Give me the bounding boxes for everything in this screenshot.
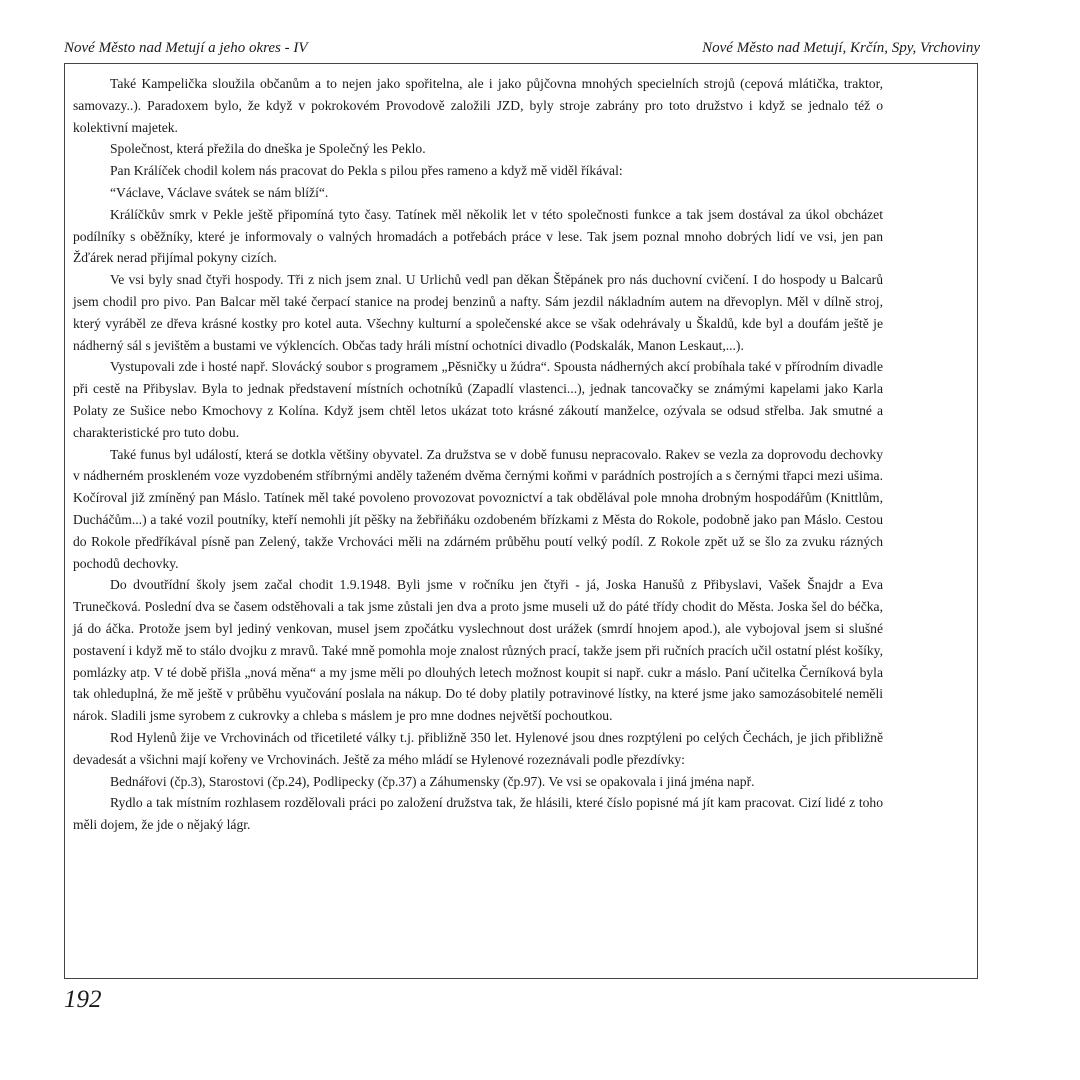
paragraph: Rod Hylenů žije ve Vrchovinách od třicetileté války t.j. přibližně 350 let. Hylenové jsou dnes rozptýleni po celých Čechách, je jich přibližně devadesát a všichni mají kořeny ve Vrchovinách. Ještě za mého mládí se Hylenové rozeznávali podle přezdívky: xyxy=(73,729,883,767)
paragraph: “Václave, Václave svátek se nám blíží“. xyxy=(110,184,329,200)
header-chapter-title: Nové Město nad Metují, Krčín, Spy, Vrchoviny xyxy=(702,40,980,56)
paragraph: Rydlo a tak místním rozhlasem rozdělovali práci po založení družstva tak, že hlásili, které číslo popisné má jít kam pracovat. Cizí lidé z toho měli dojem, že jde o nějaký lágr. xyxy=(73,795,883,833)
text-frame xyxy=(64,63,978,979)
body-text xyxy=(73,73,883,836)
paragraph: Do dvoutřídní školy jsem začal chodit 1.9.1948. Byli jsme v ročníku jen čtyři - já, Joska Hanušů z Přibyslavi, Vašek Šnajdr a Eva Trunečková. Poslední dva se časem odstěhovali a tak jsme zůstali jen dva a proto jsme museli už do páté třídy chodit do Města. Joska šel do béčka, já do áčka. Protože jsem byl jediný venkovan, musel jsem zpočátku vyslechnout dost urážek (smrdí hnojem apod.), ale vybojoval jsem si slušné postavení i když mě to stálo dvojku z mravů. Také mně pomohla moje znalost různých prací, takže jsem při ručních pracích učil ostatní plést košíky, pomlázky atp. V té době přišla „nová měna“ a my jsme měli po dlouhých letech možnost koupit si např. cukr a máslo. Paní učitelka Černíková byla tak ohleduplná, že mě ještě v průběhu vyučování poslala na nákup. Do té doby platily potravinové lístky, na které jsme jako samozásobitelé neměli nárok. Sladili jsme syrobem z cukrovky a chleba s máslem je pro mne dodnes největší pochoutkou. xyxy=(73,577,883,724)
paragraph: Ve vsi byly snad čtyři hospody. Tři z nich jsem znal. U Urlichů vedl pan děkan Štěpánek pro nás duchovní cvičení. I do hospody u Balcarů jsem chodil pro pivo. Pan Balcar měl také čerpací stanice na prodej benzinů a nafty. Sám jezdil nákladním autem na dřevoplyn. Měl v dílně stroj, který vyráběl ze dřeva krásné kostky pro kotel auta. Všechny kulturní a společenské akce se však odehrávaly u Škaldů, kde byl a doufám ještě je nádherný sál s jevištěm a bustami ve výklencích. Občas tady hráli místní ochotníci divadlo (Podskalák, Manon Leskaut,...). xyxy=(73,272,883,353)
paragraph: Také Kampelička sloužila občanům a to nejen jako spořitelna, ale i jako půjčovna mnohých specielních strojů (cepová mlátička, traktor, samovazy..). Paradoxem bylo, že když v pokrokovém Provodově založili JZD, byly stroje zabrány pro toto družstvo i když se jednalo též o kolektivní majetek. xyxy=(73,76,883,135)
header-book-title: Nové Město nad Metují a jeho okres - IV xyxy=(64,40,308,56)
paragraph: Společnost, která přežila do dneška je Společný les Peklo. xyxy=(110,141,426,157)
paragraph: Také funus byl událostí, která se dotkla většiny obyvatel. Za družstva se v době funusu nepracovalo. Rakev se vezla za doprovodu dechovky v nádherném proskleném voze vyzdobeném stříbrnými anděly taženém dvěma černými koňmi v parádních postrojích a s černými třapci mezi ušima. Kočíroval již zmíněný pan Máslo. Tatínek měl také povoleno provozovat povoznictví a tak obdělával pole mnoha drobným hospodářům (Knittlům, Ducháčům...) a také vozil poutníky, kteří nemohli jít pěšky na žebřiňáku ozdobeném břízkami z Města do Rokole, podobně jako pan Máslo. Cestou do Rokole předříkával písně pan Zelený, takže Vrchováci měli na zdárném průběhu poutí velký podíl. Z Rokole zpět už se šlo za zvuku rázných pochodů dechovky. xyxy=(73,446,883,571)
running-header xyxy=(64,36,980,60)
page-number: 192 xyxy=(64,986,102,1013)
paragraph: Vystupovali zde i hosté např. Slovácký soubor s programem „Pěsničky u žúdra“. Spousta nádherných akcí probíhala také v přírodním divadle při cestě na Přibyslav. Byla to jednak představení místních ochotníků (Zapadlí vlastenci...), jednak tancovačky se známými kapelami jako Karla Polaty ze Sušice nebo Kmochovy z Kolína. Když jsem chtěl letos ukázat toto krásné zákoutí manželce, ozývala se odsud střelba. Jak smutné a charakteristické pro tuto dobu. xyxy=(73,359,883,440)
paragraph: Pan Králíček chodil kolem nás pracovat do Pekla s pilou přes rameno a když mě viděl říkával: xyxy=(110,163,623,179)
paragraph: Bednářovi (čp.3), Starostovi (čp.24), Podlipecky (čp.37) a Záhumensky (čp.97). Ve vsi se opakovala i jiná jména např. xyxy=(110,773,755,789)
paragraph: Králíčkův smrk v Pekle ještě připomíná tyto časy. Tatínek měl několik let v této společnosti funkce a tak jsem dostával za úkol obcházet podílníky s oběžníky, které je informovaly o valných hromadách a potřebách práce v lese. Tak jsem poznal mnoho dobrých lidí ve vsi, jen pan Žďárek nerad přijímal pokyny cizích. xyxy=(73,206,883,266)
